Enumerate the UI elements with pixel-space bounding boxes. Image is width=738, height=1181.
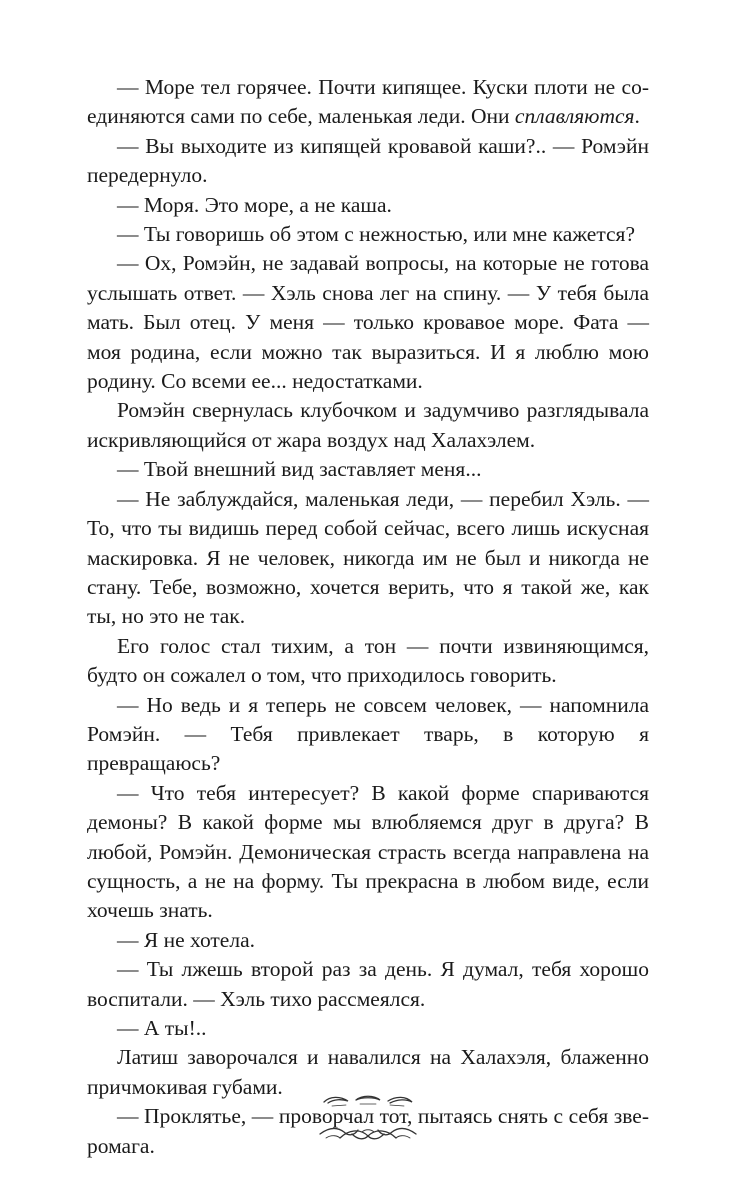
book-page-text: [87, 73, 649, 1161]
paragraph: Латиш заворочался и навалился на Халахэля, блаженно причмокивая губами.: [87, 1045, 649, 1099]
paragraph: — Не заблуждайся, маленькая леди, — перебил Хэль. — То, что ты видишь перед собой сейчас, всего лишь искусная маскировка. Я не человек, никогда им не был и никогда не стану. Тебе, возможно, хочется верить, что я такой же, как ты, но это не так.: [87, 486, 649, 629]
paragraph: — Что тебя интересует? В какой форме спариваются демоны? В какой форме мы влюбляемся друг в друга? В любой, Ромэйн. Демоническая страсть всегда направлена на сущность, а не на форму. Ты прекрасна в любом виде, если хочешь знать.: [87, 780, 649, 923]
paragraph: Ромэйн свернулась клубочком и задумчиво разглядывала искривляющийся от жара воздух над Халахэлем.: [87, 398, 649, 452]
paragraph: — Моря. Это море, а не каша.: [117, 192, 392, 217]
paragraph: — Вы выходите из кипящей кровавой каши?.. — Ромэйн передернуло.: [87, 133, 649, 188]
paragraph: — Проклятье, — проворчал тот, пытаясь снять с себя зверомага.: [87, 1104, 649, 1158]
paragraph: — Море тел горячее. Почти кипящее. Куски плоти не соединяются сами по себе, маленькая леди. Они сплавляются.: [87, 75, 649, 129]
italic-word: сплавляются: [514, 104, 635, 129]
paragraph: — Ты говоришь об этом с нежностью, или мне кажется?: [117, 222, 635, 247]
paragraph: — Я не хотела.: [117, 927, 255, 952]
paragraph: — Ты лжешь второй раз за день. Я думал, тебя хорошо воспитали. — Хэль тихо рассмеялся.: [87, 957, 649, 1011]
paragraph: — Ох, Ромэйн, не задавай вопросы, на которые не готова услышать ответ. — Хэль снова лег на спину. — У тебя была мать. Был отец. У меня — только кровавое море. Фата — моя родина, если можно так выразиться. И я люблю мою родину. Со всеми ее... недостатками.: [87, 251, 649, 394]
paragraph: — А ты!..: [117, 1016, 207, 1040]
paragraph: Его голос стал тихим, а тон — почти извиняющимся, будто он сожалел о том, что приходилось говорить.: [87, 633, 649, 688]
decorative-ornament-icon: [318, 1094, 418, 1144]
paragraph: — Твой внешний вид заставляет меня...: [117, 457, 482, 482]
paragraph: — Но ведь и я теперь не совсем человек, — напомнила Ромэйн. — Тебя привлекает тварь, в которую я превращаюсь?: [87, 692, 649, 776]
